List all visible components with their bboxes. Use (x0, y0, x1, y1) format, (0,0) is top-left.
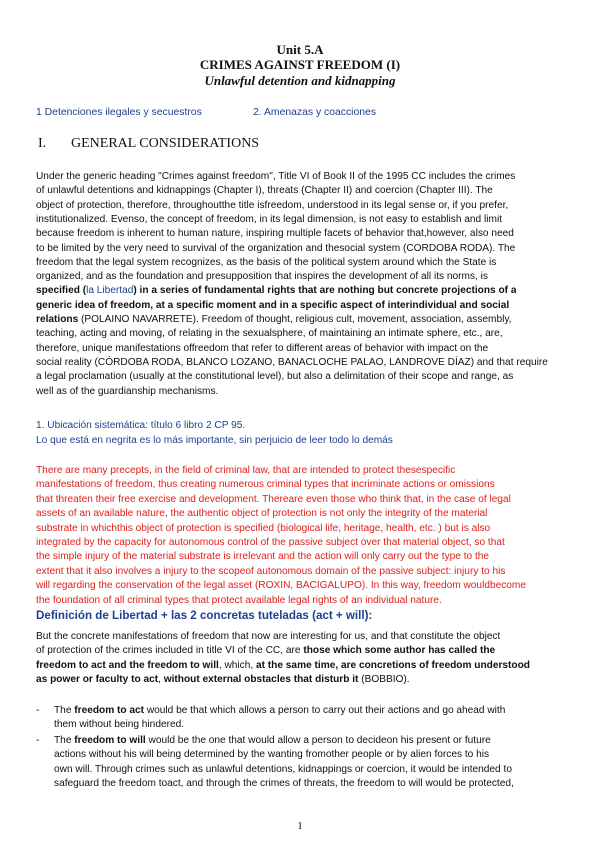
text-line (36, 644, 495, 658)
bold-text: freedom to act (74, 705, 145, 716)
text-line: the simple injury of the material substrate is irrelevant and the action will only carry out the type to the (36, 551, 490, 563)
text-line: There are many precepts, in the field of criminal law, that are intended to protect thesespecific (36, 465, 456, 476)
note-line: Lo que está en negrita es lo más importante, sin perjuicio de leer todo lo demás (36, 435, 393, 446)
bold-text: freedom to will (74, 735, 146, 746)
bold-text: relations (36, 314, 79, 325)
bullet-dash: - (36, 735, 40, 746)
text-line (36, 673, 410, 687)
text-line: substrate in whichthis object of protection is specified (biological life, heritage, health, etc. ) but is also (36, 522, 491, 534)
plain-text: (POLAINO NAVARRETE). Freedom of thought, religious cult, movement, association, assembly, (78, 314, 512, 325)
section-title: GENERAL CONSIDERATIONS (71, 136, 260, 151)
unit-label: Unit 5.A (276, 42, 324, 57)
plain-text: , (158, 674, 164, 686)
bold-text: as power or faculty to act (36, 674, 159, 686)
page-number: 1 (297, 820, 303, 832)
plain-text: The (54, 705, 75, 716)
text-line: therefore, unique manifestations offreedom that refer to different areas of behavior with impact on the (36, 342, 489, 354)
text-line: object of protection, therefore, throughoutthe title isfreedom, understood in its legal sense or, if you prefer, (36, 199, 509, 211)
bold-text: freedom to act and the freedom to will (36, 659, 219, 671)
bold-text: ) in a series of fundamental rights that are nothing but concrete projections of a (133, 285, 517, 297)
bullet-dash: - (36, 705, 40, 716)
bold-text: at the same time, are concretions of freedom understood (255, 659, 530, 671)
text-line: social reality (CÓRDOBA RODA, BLANCO LOZANO, BANACLOCHE PALAO, LANDROVE DÍAZ) and that require (36, 356, 548, 368)
text-line: extent that it also involves a injury to the scopeof autonomous domain of the passive subject: injury to his (36, 565, 506, 577)
text-line: to be limited by the very need to survival of the organization and thesocial system (CORDOBA RODA). The (36, 242, 516, 254)
bullet-line: own will. Through crimes such as unlawful detentions, kidnappings or coercion, it would be intended to (54, 763, 512, 775)
text-line: institutionalized. Evenso, the concept of freedom, in its legal dimension, is not easy to establish and limit (36, 213, 503, 225)
bullet-line: actions without his will being determined by the wanting fromother people or by alien forces to his (54, 749, 490, 761)
document-subtitle: Unlawful detention and kidnapping (204, 73, 396, 88)
text-line: generic idea of freedom, at a specific moment and in a specific aspect of interindividual and social (36, 299, 510, 311)
section-number: I. (38, 136, 47, 151)
plain-text: (BOBBIO). (358, 674, 410, 686)
text-line: a legal proclamation (usually at the constitutional level), but also a delimitation of their scope and range, as (36, 371, 514, 383)
toc-link-amenazas[interactable]: 2. Amenazas y coacciones (253, 107, 377, 118)
text-line: will regarding the conservation of the legal asset (ROXIN, BACIGALUPO). In this way, freedom wouldbecome (36, 580, 526, 592)
text-line: that threaten their free exercise and development. Thereare even those who think that, in the case of legal (36, 493, 511, 505)
text-line: manifestations of freedom, thus creating numerous criminal types that incriminate actions or omissions (36, 479, 495, 491)
plain-text: would be the one that would allow a person to decideon his present or future (145, 735, 491, 746)
note-line: 1. Ubicación sistemática: título 6 libro 2 CP 95. (36, 420, 246, 431)
bold-text: those which some author has called the (303, 645, 496, 657)
plain-text: of protection of the crimes included in title VI of the CC, are (36, 645, 304, 657)
bold-text: without external obstacles that disturb it (163, 674, 359, 686)
section-heading (38, 136, 259, 152)
bullet-line (54, 734, 491, 748)
bullet-line: them without being hindered. (54, 719, 185, 731)
bullet-line: safeguard the freedom toact, and through the crimes of threats, the freedom to will would be protected, (54, 778, 514, 790)
toc-link-detenciones[interactable]: 1 Detenciones ilegales y secuestros (36, 107, 202, 118)
text-line: organized, and as the foundation and presupposition that inspires the development of all its norms, is (36, 271, 488, 283)
text-line: assets of an available nature, the authentic object of protection is not only the integrity of the material (36, 508, 488, 520)
text-line (36, 313, 512, 327)
text-line: the foundation of all criminal types that protect available legal rights of an individual nature. (36, 594, 442, 606)
highlight-text: la Libertad (86, 285, 134, 297)
text-line: because freedom is inherent to human nature, inspiring multiple facets of behavior that,however, also need (36, 228, 514, 240)
text-line: But the concrete manifestations of freedom that now are interesting for us, and that constitute the object (36, 631, 501, 642)
text-line: well as of the guardianship mechanisms. (36, 385, 219, 397)
subheading-text: Definición de Libertad + las 2 concretas tuteladas (act + will): (36, 609, 373, 622)
text-line: of unlawful detentions and kidnappings (Chapter I), threats (Chapter II) and coercion (Chapter III). The (36, 185, 493, 197)
text-line: teaching, acting and moving, of relating in the sexualsphere, of maintaining an intimate sphere, etc., are, (36, 328, 503, 340)
text-line: Under the generic heading "Crimes against freedom", Title VI of Book II of the 1995 CC includes the crimes (36, 171, 516, 182)
document-title: CRIMES AGAINST FREEDOM (I) (199, 57, 401, 72)
text-line: freedom that the legal system recognizes, as the basis of the political system around which the State is (36, 256, 497, 268)
bold-text: specified ( (36, 285, 87, 297)
plain-text: The (54, 735, 75, 746)
text-line (36, 659, 530, 673)
text-line (36, 284, 516, 298)
plain-text: would be that which allows a person to carry out their actions and go ahead with (144, 705, 506, 716)
bullet-line (54, 704, 505, 718)
text-line: integrated by the capacity for autonomous control of the passive subject over that material object, so that (36, 537, 505, 548)
plain-text: , which, (218, 659, 256, 671)
